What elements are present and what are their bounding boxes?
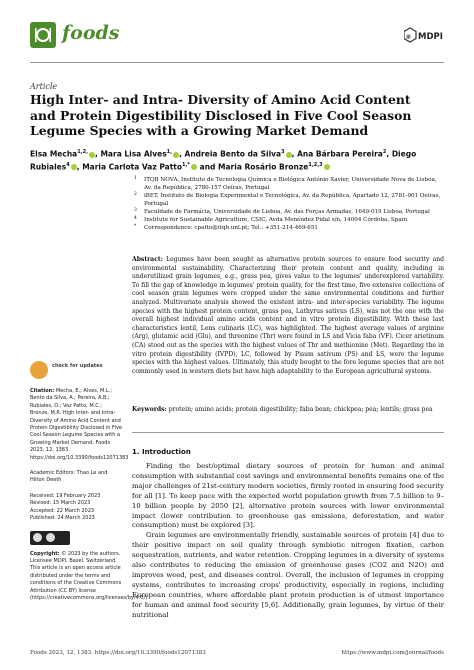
affiliation-item [132,192,442,208]
author-affiliation-sup: 1, [166,149,173,155]
citation-label: Citation: [30,388,55,394]
intro-paragraph-1: Finding the best/optimal dietary sources of protein for human and animal consumption with substantial cost savings and environmental benefits remains one of the major challenges of 21st-century modern societies, firmly rooted in ensuring food security for all [1]. To keep pace with the expected world population growth from 7.5 billion to 9–10 billion people by 2050 [2], alternative protein sources with lower environmental impact (lower contribution to greenhouse gas emissions, deforestation, and water consumption) must be explored [3]. [132,462,444,530]
author-affiliation-sup: 2 [382,149,387,155]
author-affiliation-sup: 1,* [182,161,191,168]
author-affiliation-sup: 1,2,3 [308,161,323,168]
affiliation-text: Faculdade de Farmácia, Universidade de Lisboa, Av. das Forças Armadas, 1649-019 Lisboa, Portugal [144,209,430,215]
author-affiliation-sup: 1,2, [77,149,88,155]
copyright-label: Copyright: [30,550,60,557]
affiliation-marker: 3 [134,208,137,213]
citation-block [30,388,129,462]
keywords-text: protein; amino acids; protein digestibility; faba bean; chickpea; pea; lentils; grass pea [168,406,433,413]
keywords [132,406,444,415]
author-affiliation-sup: 4 [66,161,70,168]
affiliation-marker: * [134,224,137,229]
affiliation-item [132,176,442,192]
author-affiliation-sup: 3 [281,149,285,155]
date-received: Received: 19 February 2023 [30,492,101,499]
author-name[interactable]: Maria Carlota Vaz Patto [82,162,183,171]
footer-citation[interactable]: Foods 2023, 12, 1383. https://doi.org/10.3390/foods12071383 [30,650,206,656]
dates-block [30,493,122,523]
copyright-block [30,550,149,603]
article-type: Article [30,82,58,91]
author-list: Elsa Mecha$^{1,2,}$ , Mara Lisa Alves$^{1,}$ , Andreia Bento da Silva$^3$ , Ana Bárbara Pereira$^2$, Diego Rubiales$^4$ , Maria Carlota Vaz Patto$^{1,*}$ and Maria Rosário Bronze$^{1,2,3}$ [30,149,417,171]
citation-text[interactable]: Mecha, E.; Alves, M.L.; Bento da Silva, A.; Pereira, A.B.; Rubiales, D.; Vaz Patto, M.C.; Bronze, M.R. High Inter- and Intra- Diversity of Amino Acid Content and Protein Digestibility Disclosed in Five Cool Season Legume Species with a Growing Market Demand. Foods 2023, 12, 1383. https://doi.org/10.3390/foods12071383 [30,388,129,461]
introduction-body [132,462,444,621]
section-heading-introduction: 1. Introduction [132,448,191,456]
creative-commons-by-icon[interactable] [30,531,70,545]
journal-header [30,20,444,56]
date-published: Published: 24 March 2023 [30,515,95,522]
check-for-updates-icon [30,361,48,379]
journal-name[interactable]: foods [62,22,120,44]
check-for-updates-label: check for updates [52,363,103,369]
orcid-icon[interactable] [324,164,330,170]
affiliation-item [132,224,442,232]
abstract-text: Legumes have been sought as alternative protein sources to ensure food security and environmental sustainability. Characterizing their protein content and quality, including in underutilized grain legumes, e.g., grass pea, gives value to the legumes' underexplored variability. To fill the gap of knowledge in legumes' protein quality, for the first time, five extensive collections of cool season grain legumes were cropped under the same environmental conditions and further analyzed. Multivariate analysis showed the existent intra- and inter-species variability. The legume species with the highest protein content, grass pea, Lathyrus sativus (LS), was not the one with the overall highest individual amino acids content and in vitro protein digestibility. With these last characteristics lentil, Lens culinaris (LC), was highlighted. The highest average values of arginine (Arg), glutamic acid (Glu), and threonine (Thr) were found in LS and Vicia faba (VF). Cicer arietinum (CA) stood out as the species with the highest values of Thr and methionine (Met). Regarding the in vitro protein digestibility (IVPD), LC, followed by Pisum sativum (PS) and LS, were the legume species with the highest values. Ultimately, this study bought to the fore legume species that are not commonly used in western diets but have high adaptability to the European agricultural systems. [132,256,444,375]
affiliation-text: Institute for Sustainable Agriculture, CSIC, Avda Menéndez Pidal s/n, 14004 Córdoba, Spain [144,217,408,223]
affiliation-item [132,208,442,216]
keywords-label: Keywords: [132,406,167,413]
author-name[interactable]: Elsa Mecha [30,149,78,159]
affiliation-text: Correspondence: cpatto@itqb.unl.pt; Tel.: +351-214-469-651 [144,225,318,231]
article-sidebar [30,360,149,602]
check-for-updates-badge[interactable] [30,360,122,382]
abstract-divider [132,432,444,433]
academic-editors: Academic Editors: Thao Le and Hilton Deeth [30,470,108,484]
copyright-text: © 2023 by the authors. Licensee MDPI, Basel, Switzerland. This article is an open access article distributed under the terms and conditions of the Creative Commons Attribution (CC BY) license (https://creativecommons.org/licenses/by/4.0/). [30,550,149,601]
orcid-icon[interactable] [286,152,292,158]
header-divider [30,62,444,63]
abstract [132,256,444,376]
affiliation-marker: 4 [134,216,137,221]
author-name[interactable]: Andreia Bento da Silva [184,149,282,159]
footer-journal-link[interactable]: https://www.mdpi.com/journal/foods [341,650,444,656]
foods-logo-icon [30,22,56,48]
abstract-label: Abstract: [132,256,163,263]
editors-block [30,470,122,485]
author-name[interactable]: Diego Rubiales [30,149,417,171]
affiliations [132,176,442,232]
author-name[interactable]: Maria Rosário Bronze [218,162,309,171]
intro-paragraph-2: Grain legumes are environmentally friendly, sustainable sources of protein [4] due to their positive impact on soil quality through symbiotic nitrogen fixation, carbon sequestration, nutrients, and water retention. Cropping legumes in a diversity of systems also contributes to reducing the emission of greenhouse gases (CO2 and N2O) and improves weed, pest, and diseases control. Overall, the inclusion of legumes in cropping systems, contributes to increasing crops' productivity, especially in regions, including European countries, where affordable plant protein production is of utmost importance for human and animal food security [5,6]. Additionally, grain legumes, by virtue of their nutritional [132,531,444,619]
orcid-icon[interactable] [191,164,197,170]
affiliation-text: iBET, Instituto de Biologia Experimental e Tecnológica, Av. da República, Apartado 12, 2781-901 Oeiras, Portugal [144,193,441,207]
affiliation-marker: 2 [134,192,137,197]
affiliation-item [132,216,442,224]
date-accepted: Accepted: 22 March 2023 [30,507,95,514]
orcid-icon[interactable] [71,164,77,170]
svg-text:▦: ▦ [406,34,411,40]
mdpi-logo-icon[interactable] [404,26,444,52]
affiliation-text: ITQB NOVA, Instituto de Tecnologia Química e Biológica António Xavier, Universidade Nova de Lisboa, Av. da República, 2780-157 Oeiras, Portugal [144,177,437,191]
affiliation-marker: 1 [134,176,137,181]
article-title: High Inter- and Intra- Diversity of Amino Acid Content and Protein Digestibility Disclosed in Five Cool Season Legume Species with a Growing Market Demand [30,92,412,138]
author-name[interactable]: Ana Bárbara Pereira [297,149,383,159]
orcid-icon[interactable] [89,152,95,158]
date-revised: Revised: 15 March 2023 [30,500,91,507]
orcid-icon[interactable] [173,152,179,158]
author-name[interactable]: Mara Lisa Alves [100,149,167,159]
publisher-name: MDPI [418,32,443,42]
